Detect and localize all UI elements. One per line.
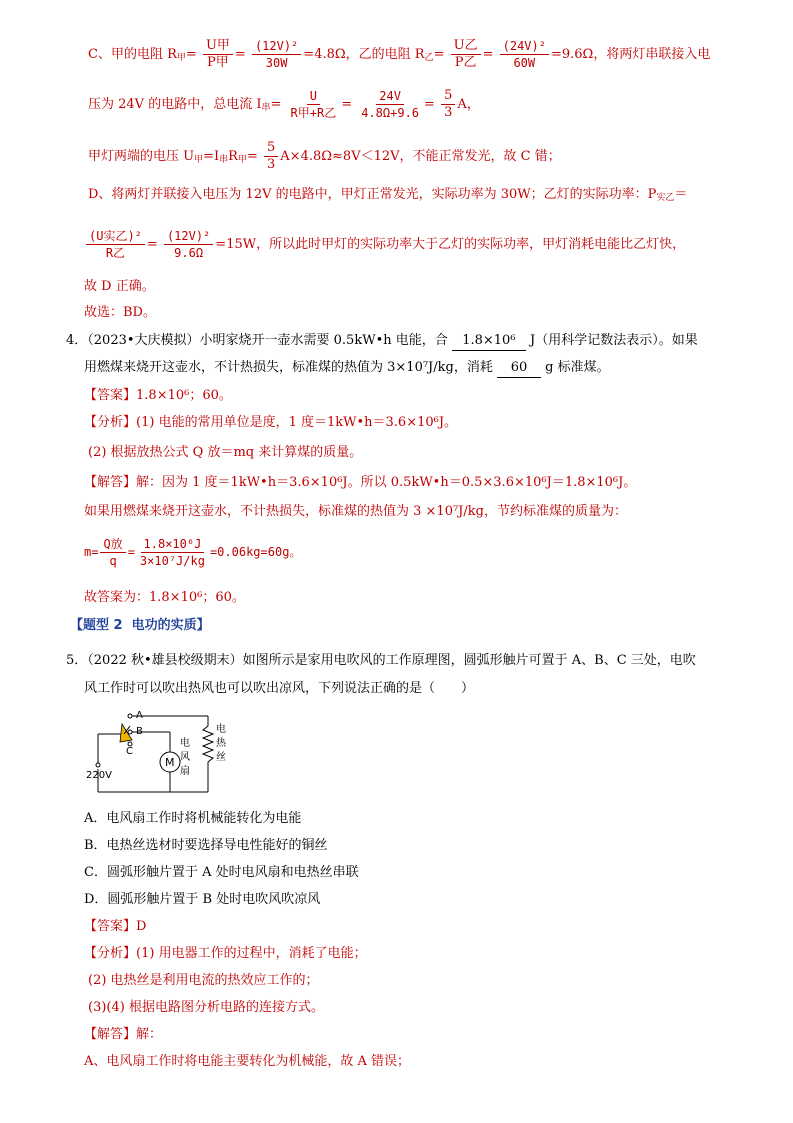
- text: C、甲的电阻 R: [88, 47, 177, 62]
- fraction: [358, 88, 422, 121]
- q4-final-answer: 故答案为：1.8×10⁶；60。: [84, 590, 245, 605]
- fraction: [137, 536, 208, 569]
- subscript: 乙: [424, 53, 434, 63]
- partc-line1: C、甲的电阻 $R_甲=$ $\frac{\text{U甲}}{\text{P甲}}$ = $\frac{\text{(12V)²}}{30W}$ =4.8Ω，乙的电阻 $R_乙=$ $\frac{\text{U乙}}{\text{P乙}}$ = $\frac{\text{(24V)²}}{60W}$ =9.6Ω，将两灯串联接入电: [88, 38, 711, 70]
- subscript: 甲: [237, 155, 247, 165]
- numerator: (12V)²: [252, 38, 301, 55]
- solution-text: 解：因为 1 度＝1kW•h＝3.6×10⁶J。所以 0.5kW•h＝0.5×3.6×10⁶J＝1.8×10⁶J。: [136, 475, 637, 490]
- analysis-tag: 【分析】: [84, 946, 137, 961]
- q4-answer: [84, 387, 232, 405]
- q4-solution1: [84, 474, 636, 492]
- answer-tag: 【答案】: [84, 388, 137, 403]
- terminal-label-c: C: [126, 746, 133, 757]
- text: 4．（2023•大庆模拟）小明家烧开一壶水需要 0.5kW•h 电能，合: [66, 333, 448, 348]
- text: 压为 24V 的电路中，总电流 I: [88, 97, 262, 112]
- q4-analysis2: (2) 根据放热公式 Q 放＝mq 来计算煤的质量。: [88, 445, 363, 460]
- solution-text: 解：: [136, 1027, 163, 1042]
- text: =9.6Ω，将两灯串联接入电: [550, 47, 711, 62]
- answer-tag: 【答案】: [84, 919, 137, 934]
- numerator: Q放: [100, 536, 125, 553]
- text: =15W，所以此时甲灯的实际功率大于乙灯的实际功率，甲灯消耗电能比乙灯快，: [215, 237, 686, 252]
- analysis-text: (1) 用电器工作的过程中，消耗了电能；: [136, 946, 367, 961]
- q5-option-d: D．圆弧形触片置于 B 处时电吹风吹凉风: [84, 892, 321, 907]
- text: R: [228, 149, 238, 164]
- heater-label: [216, 722, 227, 763]
- fraction: [100, 536, 125, 569]
- blank-answer-1: 1.8×10⁶: [452, 332, 526, 351]
- partd-line3: 故 D 正确。: [84, 279, 155, 294]
- analysis-text: (1) 电能的常用单位是度，1 度＝1kW•h＝3.6×10⁶J。: [136, 415, 458, 430]
- numerator: 24V: [376, 88, 404, 105]
- analysis-tag: 【分析】: [84, 415, 137, 430]
- motor-symbol: M: [165, 756, 175, 769]
- hair-dryer-circuit-diagram: [84, 704, 234, 796]
- q5-analysis3: (3)(4) 根据电路图分析电路的连接方式。: [88, 1000, 324, 1015]
- text: =: [185, 47, 197, 62]
- fraction: [451, 38, 481, 71]
- q5-option-a: A．电风扇工作时将机械能转化为电能: [84, 811, 302, 826]
- voltage-label: 220V: [86, 770, 112, 781]
- text: A×4.8Ω≈8V＜12V，不能正常发光，故 C 错；: [280, 149, 561, 164]
- fraction: [252, 38, 301, 71]
- text: =: [246, 149, 258, 164]
- fraction: [203, 38, 233, 71]
- denominator: P乙: [454, 55, 477, 70]
- text: =4.8Ω，乙的电阻 R: [303, 47, 425, 62]
- denominator: q: [109, 554, 117, 568]
- q4-line1: [66, 332, 698, 351]
- q5-option-c: C．圆弧形触片置于 A 处时电风扇和电热丝串联: [84, 865, 359, 880]
- partd-line1: [88, 186, 687, 207]
- answer-text: 1.8×10⁶；60。: [136, 388, 232, 403]
- numerator: (U实乙)²: [86, 228, 145, 245]
- section-title: 电功的实质】: [131, 618, 210, 633]
- q5-solution-head: [84, 1026, 162, 1044]
- fraction: [86, 228, 145, 261]
- subscript: 甲: [194, 155, 204, 165]
- numerator: U甲: [203, 38, 233, 55]
- q4-line2: [84, 359, 610, 378]
- text: =0.06kg=60g。: [209, 545, 302, 559]
- q4-mass-formula: [84, 536, 301, 569]
- denominator: R乙: [105, 246, 126, 260]
- subscript: 实乙: [656, 193, 675, 203]
- q5-solution1: A、电风扇工作时将电能主要转化为机械能，故 A 错误；: [84, 1054, 411, 1069]
- choose-answer: 故选：BD。: [84, 305, 156, 320]
- text: ＝: [674, 187, 688, 202]
- text: D、将两灯并联接入电压为 12V 的电路中，甲灯正常发光，实际功率为 30W；乙灯的实际功率：P: [88, 187, 657, 202]
- denominator: 3: [444, 105, 453, 120]
- numerator: 5: [264, 140, 278, 157]
- terminal-label-b: B: [136, 726, 143, 737]
- numerator: U: [307, 88, 320, 105]
- svg-text:电: 电: [180, 738, 190, 749]
- fraction: [164, 228, 213, 261]
- fraction: [500, 38, 549, 71]
- terminal-label-a: A: [136, 710, 143, 721]
- section-tag: 【题型 2: [70, 618, 123, 633]
- fan-label: [180, 736, 190, 777]
- q5-option-b: B．电热丝选材时要选择导电性能好的铜丝: [84, 838, 328, 853]
- denominator: P甲: [207, 55, 229, 70]
- denominator: 3: [267, 157, 276, 172]
- denominator: R甲+R乙: [290, 106, 337, 120]
- section-heading: [70, 617, 210, 635]
- q4-solution2: 如果用燃煤来烧开这壶水，不计热损失，标准煤的热值为 3 ×10⁷J/kg，节约标准煤的质量为：: [84, 504, 627, 519]
- text: m=: [84, 545, 99, 559]
- partc-line3: [88, 140, 561, 173]
- fraction: [288, 88, 340, 121]
- text: 用燃煤来烧开这壶水，不计热损失，标准煤的热值为 3×10⁷J/kg，消耗: [84, 360, 493, 375]
- text: =I: [203, 149, 220, 164]
- blank-answer-2: 60: [497, 359, 541, 378]
- text: A，: [457, 97, 480, 112]
- q5-line2: 风工作时可以吹出热风也可以吹出凉风，下列说法正确的是（ ）: [84, 681, 475, 696]
- svg-text:电: 电: [216, 724, 226, 735]
- q5-analysis2: (2) 电热丝是利用电流的热效应工作的；: [88, 973, 319, 988]
- partc-line2: 压为 24V 的电路中，总电流 $I_串=$ $\frac{U}{\text{R甲+R乙}}$ = $\frac{24V}{4.8\Omega+9.6}$ = $\frac{5}{3}$ A，: [88, 88, 480, 120]
- q5-answer: [84, 918, 146, 936]
- partd-line2: $\frac{\text{(U实乙)²}}{\text{R乙}}$ = $\frac{\text{(12V)²}}{9.6\Omega}$ =15W，所以此时甲灯的实际功率大于乙灯的实际功率，甲灯消耗电能比乙灯快，: [84, 228, 685, 261]
- svg-text:风: 风: [180, 752, 190, 763]
- numerator: 5: [441, 88, 455, 105]
- svg-text:丝: 丝: [216, 752, 226, 763]
- denominator: 60W: [513, 56, 536, 70]
- q5-line1: 5．（2022 秋•雄县校级期末）如图所示是家用电吹风的工作原理图，圆弧形触片可置于 A、B、C 三处，电吹: [66, 653, 696, 668]
- numerator: 1.8×10⁶J: [141, 536, 205, 553]
- text: g 标准煤。: [545, 360, 610, 375]
- numerator: (24V)²: [500, 38, 549, 55]
- fraction: [264, 140, 278, 173]
- text: 甲灯两端的电压 U: [88, 149, 195, 164]
- denominator: 9.6Ω: [174, 246, 204, 260]
- svg-text:热: 热: [216, 738, 226, 749]
- solution-tag: 【解答】: [84, 475, 137, 490]
- q5-analysis1: [84, 945, 367, 963]
- denominator: 4.8Ω+9.6: [361, 106, 420, 120]
- numerator: U乙: [451, 38, 481, 55]
- svg-text:扇: 扇: [180, 766, 190, 777]
- denominator: 30W: [265, 56, 288, 70]
- text: =: [127, 545, 135, 559]
- subscript: 串: [219, 155, 229, 165]
- q4-analysis1: [84, 414, 457, 432]
- fraction: [441, 88, 455, 121]
- subscript: 串: [261, 103, 271, 113]
- numerator: (12V)²: [164, 228, 213, 245]
- text: J（用科学记数法表示）。如果: [530, 333, 698, 348]
- subscript: 甲: [176, 53, 186, 63]
- answer-text: D: [136, 919, 147, 934]
- solution-tag: 【解答】: [84, 1027, 137, 1042]
- denominator: 3×10⁷J/kg: [139, 554, 205, 568]
